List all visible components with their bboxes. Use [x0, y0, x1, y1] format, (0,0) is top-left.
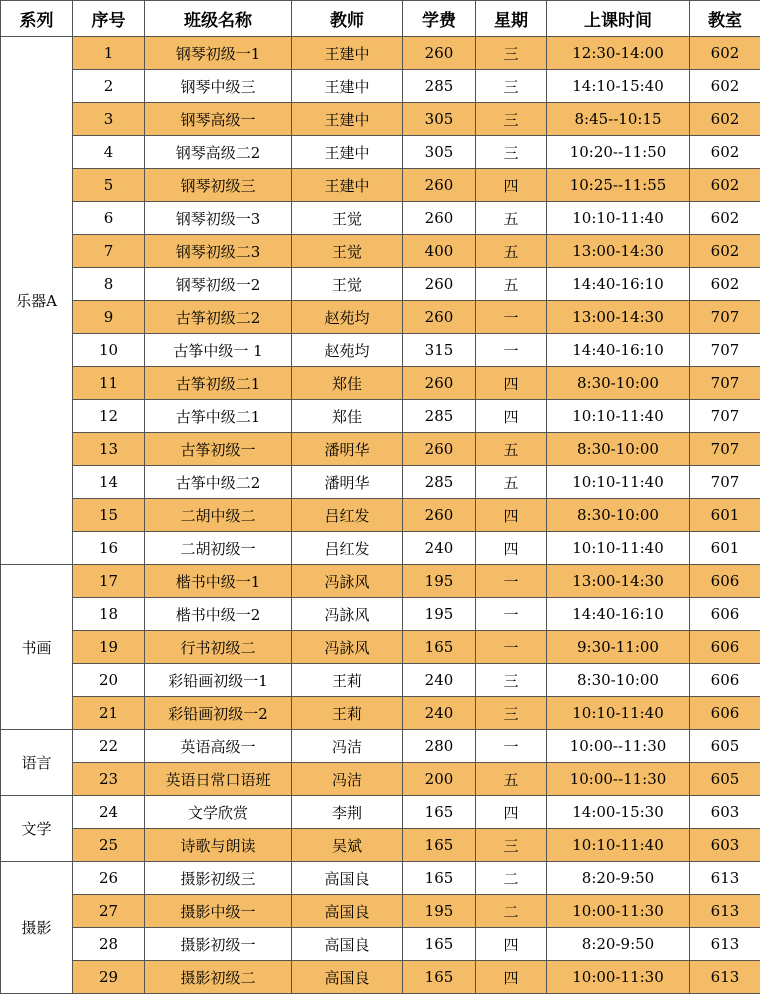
header-department: 系列 — [1, 1, 73, 37]
cell-class-name: 古筝中级二2 — [145, 466, 292, 499]
header-class-time: 上课时间 — [547, 1, 690, 37]
cell-fee: 240 — [403, 664, 476, 697]
cell-class-name: 行书初级二 — [145, 631, 292, 664]
table-row — [1, 796, 760, 829]
cell-teacher: 潘明华 — [292, 466, 403, 499]
cell-fee: 305 — [403, 103, 476, 136]
department-cell: 书画 — [1, 565, 73, 730]
cell-weekday: 一 — [476, 631, 547, 664]
cell-room: 606 — [690, 565, 760, 598]
cell-number: 9 — [73, 301, 145, 334]
cell-number: 8 — [73, 268, 145, 301]
cell-weekday: 三 — [476, 697, 547, 730]
cell-class-name: 钢琴高级二2 — [145, 136, 292, 169]
table-row — [1, 169, 760, 202]
department-cell: 文学 — [1, 796, 73, 862]
cell-class-time: 10:00-11:30 — [547, 895, 690, 928]
cell-room: 707 — [690, 301, 760, 334]
cell-fee: 165 — [403, 796, 476, 829]
cell-room: 602 — [690, 37, 760, 70]
cell-number: 20 — [73, 664, 145, 697]
cell-class-name: 英语日常口语班 — [145, 763, 292, 796]
cell-teacher: 郑佳 — [292, 400, 403, 433]
cell-class-time: 14:40-16:10 — [547, 598, 690, 631]
cell-teacher: 高国良 — [292, 862, 403, 895]
cell-class-time: 10:10-11:40 — [547, 697, 690, 730]
cell-class-name: 钢琴中级三 — [145, 70, 292, 103]
cell-weekday: 一 — [476, 301, 547, 334]
cell-fee: 285 — [403, 466, 476, 499]
cell-room: 602 — [690, 103, 760, 136]
cell-fee: 315 — [403, 334, 476, 367]
cell-weekday: 三 — [476, 70, 547, 103]
cell-class-name: 摄影初级三 — [145, 862, 292, 895]
cell-room: 605 — [690, 763, 760, 796]
cell-class-time: 8:30-10:00 — [547, 433, 690, 466]
cell-class-time: 14:10-15:40 — [547, 70, 690, 103]
cell-weekday: 一 — [476, 598, 547, 631]
cell-weekday: 五 — [476, 466, 547, 499]
cell-class-name: 钢琴高级一 — [145, 103, 292, 136]
cell-fee: 240 — [403, 697, 476, 730]
table-row — [1, 730, 760, 763]
cell-weekday: 五 — [476, 433, 547, 466]
cell-class-time: 13:00-14:30 — [547, 565, 690, 598]
cell-fee: 260 — [403, 301, 476, 334]
cell-class-time: 12:30-14:00 — [547, 37, 690, 70]
cell-weekday: 一 — [476, 565, 547, 598]
header-teacher: 教师 — [292, 1, 403, 37]
cell-weekday: 三 — [476, 103, 547, 136]
cell-number: 5 — [73, 169, 145, 202]
table-row — [1, 70, 760, 103]
cell-room: 613 — [690, 928, 760, 961]
cell-room: 602 — [690, 268, 760, 301]
cell-weekday: 二 — [476, 895, 547, 928]
table-row — [1, 565, 760, 598]
table-row — [1, 928, 760, 961]
cell-fee: 195 — [403, 565, 476, 598]
cell-class-name: 二胡中级二 — [145, 499, 292, 532]
cell-class-time: 8:20-9:50 — [547, 928, 690, 961]
cell-weekday: 四 — [476, 532, 547, 565]
cell-teacher: 冯洁 — [292, 730, 403, 763]
cell-weekday: 五 — [476, 763, 547, 796]
cell-teacher: 赵苑均 — [292, 334, 403, 367]
cell-number: 10 — [73, 334, 145, 367]
cell-class-name: 诗歌与朗读 — [145, 829, 292, 862]
cell-room: 603 — [690, 829, 760, 862]
cell-teacher: 王建中 — [292, 103, 403, 136]
cell-teacher: 王建中 — [292, 136, 403, 169]
cell-class-name: 文学欣赏 — [145, 796, 292, 829]
cell-weekday: 五 — [476, 235, 547, 268]
table-row — [1, 697, 760, 730]
table-row — [1, 466, 760, 499]
table-row — [1, 136, 760, 169]
cell-number: 2 — [73, 70, 145, 103]
header-weekday: 星期 — [476, 1, 547, 37]
table-row — [1, 895, 760, 928]
table-row — [1, 235, 760, 268]
cell-number: 4 — [73, 136, 145, 169]
cell-weekday: 五 — [476, 268, 547, 301]
cell-teacher: 王莉 — [292, 664, 403, 697]
cell-fee: 260 — [403, 37, 476, 70]
cell-class-name: 古筝初级一 — [145, 433, 292, 466]
cell-class-time: 14:40-16:10 — [547, 334, 690, 367]
cell-class-name: 古筝初级二2 — [145, 301, 292, 334]
cell-weekday: 四 — [476, 499, 547, 532]
table-row — [1, 367, 760, 400]
cell-weekday: 五 — [476, 202, 547, 235]
cell-class-time: 13:00-14:30 — [547, 301, 690, 334]
table-row — [1, 202, 760, 235]
cell-fee: 285 — [403, 70, 476, 103]
cell-number: 23 — [73, 763, 145, 796]
cell-weekday: 一 — [476, 334, 547, 367]
cell-class-time: 8:20-9:50 — [547, 862, 690, 895]
cell-class-name: 彩铅画初级一1 — [145, 664, 292, 697]
cell-number: 27 — [73, 895, 145, 928]
cell-teacher: 王觉 — [292, 202, 403, 235]
cell-room: 606 — [690, 631, 760, 664]
cell-fee: 305 — [403, 136, 476, 169]
cell-number: 16 — [73, 532, 145, 565]
cell-teacher: 赵苑均 — [292, 301, 403, 334]
cell-number: 6 — [73, 202, 145, 235]
cell-class-name: 钢琴初级一2 — [145, 268, 292, 301]
cell-fee: 285 — [403, 400, 476, 433]
cell-class-name: 钢琴初级二3 — [145, 235, 292, 268]
cell-fee: 260 — [403, 367, 476, 400]
cell-number: 3 — [73, 103, 145, 136]
cell-number: 18 — [73, 598, 145, 631]
cell-teacher: 王觉 — [292, 235, 403, 268]
cell-weekday: 四 — [476, 961, 547, 994]
table-header — [1, 1, 760, 37]
cell-class-time: 8:45--10:15 — [547, 103, 690, 136]
cell-class-name: 二胡初级一 — [145, 532, 292, 565]
cell-class-name: 彩铅画初级一2 — [145, 697, 292, 730]
cell-class-name: 摄影初级二 — [145, 961, 292, 994]
cell-number: 7 — [73, 235, 145, 268]
table-row — [1, 301, 760, 334]
cell-teacher: 高国良 — [292, 895, 403, 928]
cell-fee: 165 — [403, 862, 476, 895]
cell-room: 707 — [690, 367, 760, 400]
cell-teacher: 吕红发 — [292, 532, 403, 565]
cell-fee: 240 — [403, 532, 476, 565]
cell-fee: 260 — [403, 433, 476, 466]
cell-room: 601 — [690, 532, 760, 565]
cell-number: 11 — [73, 367, 145, 400]
table-row — [1, 829, 760, 862]
table-row — [1, 268, 760, 301]
cell-class-time: 14:40-16:10 — [547, 268, 690, 301]
table-row — [1, 103, 760, 136]
cell-teacher: 李荆 — [292, 796, 403, 829]
cell-number: 19 — [73, 631, 145, 664]
table-row — [1, 598, 760, 631]
cell-class-time: 8:30-10:00 — [547, 664, 690, 697]
cell-teacher: 高国良 — [292, 928, 403, 961]
header-fee: 学费 — [403, 1, 476, 37]
cell-class-name: 钢琴初级一3 — [145, 202, 292, 235]
department-cell: 摄影 — [1, 862, 73, 994]
cell-room: 602 — [690, 235, 760, 268]
table-row — [1, 532, 760, 565]
cell-weekday: 三 — [476, 664, 547, 697]
header-class-name: 班级名称 — [145, 1, 292, 37]
cell-fee: 260 — [403, 499, 476, 532]
header-number: 序号 — [73, 1, 145, 37]
cell-teacher: 王建中 — [292, 169, 403, 202]
cell-room: 613 — [690, 895, 760, 928]
cell-weekday: 四 — [476, 367, 547, 400]
cell-fee: 165 — [403, 928, 476, 961]
cell-room: 605 — [690, 730, 760, 763]
cell-class-time: 10:10-11:40 — [547, 532, 690, 565]
cell-class-name: 摄影初级一 — [145, 928, 292, 961]
cell-class-time: 8:30-10:00 — [547, 499, 690, 532]
cell-teacher: 冯詠风 — [292, 631, 403, 664]
cell-number: 17 — [73, 565, 145, 598]
cell-number: 15 — [73, 499, 145, 532]
cell-fee: 200 — [403, 763, 476, 796]
cell-fee: 260 — [403, 268, 476, 301]
cell-class-time: 10:10-11:40 — [547, 466, 690, 499]
cell-room: 602 — [690, 202, 760, 235]
cell-number: 29 — [73, 961, 145, 994]
cell-teacher: 郑佳 — [292, 367, 403, 400]
table-row — [1, 400, 760, 433]
cell-class-name: 钢琴初级一1 — [145, 37, 292, 70]
cell-teacher: 冯洁 — [292, 763, 403, 796]
cell-room: 602 — [690, 70, 760, 103]
table-row — [1, 631, 760, 664]
cell-room: 601 — [690, 499, 760, 532]
header-row — [1, 1, 760, 37]
cell-weekday: 三 — [476, 829, 547, 862]
table-body — [1, 37, 760, 994]
cell-number: 26 — [73, 862, 145, 895]
cell-weekday: 二 — [476, 862, 547, 895]
cell-teacher: 潘明华 — [292, 433, 403, 466]
cell-fee: 165 — [403, 829, 476, 862]
cell-weekday: 四 — [476, 400, 547, 433]
cell-fee: 260 — [403, 202, 476, 235]
cell-class-time: 10:00--11:30 — [547, 730, 690, 763]
cell-class-time: 13:00-14:30 — [547, 235, 690, 268]
header-room: 教室 — [690, 1, 760, 37]
cell-weekday: 一 — [476, 730, 547, 763]
cell-teacher: 王觉 — [292, 268, 403, 301]
cell-class-name: 古筝初级二1 — [145, 367, 292, 400]
table-row — [1, 862, 760, 895]
cell-room: 707 — [690, 400, 760, 433]
cell-room: 606 — [690, 664, 760, 697]
cell-fee: 195 — [403, 598, 476, 631]
cell-room: 707 — [690, 334, 760, 367]
table-row — [1, 499, 760, 532]
cell-teacher: 王莉 — [292, 697, 403, 730]
cell-class-time: 10:25--11:55 — [547, 169, 690, 202]
cell-teacher: 高国良 — [292, 961, 403, 994]
table-row — [1, 334, 760, 367]
cell-teacher: 冯詠风 — [292, 565, 403, 598]
cell-class-name: 楷书中级一1 — [145, 565, 292, 598]
cell-fee: 260 — [403, 169, 476, 202]
cell-fee: 165 — [403, 961, 476, 994]
cell-number: 24 — [73, 796, 145, 829]
department-cell: 乐器A — [1, 37, 73, 565]
cell-teacher: 吕红发 — [292, 499, 403, 532]
cell-teacher: 冯詠风 — [292, 598, 403, 631]
department-cell: 语言 — [1, 730, 73, 796]
table-row — [1, 664, 760, 697]
cell-teacher: 吴斌 — [292, 829, 403, 862]
cell-room: 707 — [690, 433, 760, 466]
cell-number: 13 — [73, 433, 145, 466]
cell-fee: 195 — [403, 895, 476, 928]
cell-number: 22 — [73, 730, 145, 763]
table-row — [1, 37, 760, 70]
cell-room: 707 — [690, 466, 760, 499]
cell-room: 613 — [690, 961, 760, 994]
cell-number: 25 — [73, 829, 145, 862]
table-row — [1, 433, 760, 466]
cell-fee: 400 — [403, 235, 476, 268]
cell-weekday: 四 — [476, 169, 547, 202]
cell-room: 613 — [690, 862, 760, 895]
cell-room: 606 — [690, 598, 760, 631]
cell-weekday: 三 — [476, 136, 547, 169]
cell-class-name: 英语高级一 — [145, 730, 292, 763]
cell-number: 28 — [73, 928, 145, 961]
cell-room: 606 — [690, 697, 760, 730]
cell-weekday: 四 — [476, 796, 547, 829]
cell-fee: 280 — [403, 730, 476, 763]
cell-teacher: 王建中 — [292, 37, 403, 70]
cell-class-time: 10:10-11:40 — [547, 829, 690, 862]
cell-class-time: 10:20--11:50 — [547, 136, 690, 169]
cell-class-name: 楷书中级一2 — [145, 598, 292, 631]
cell-class-name: 古筝中级一 1 — [145, 334, 292, 367]
cell-class-time: 14:00-15:30 — [547, 796, 690, 829]
cell-weekday: 四 — [476, 928, 547, 961]
cell-class-time: 10:10-11:40 — [547, 400, 690, 433]
cell-room: 602 — [690, 169, 760, 202]
cell-room: 602 — [690, 136, 760, 169]
cell-class-name: 钢琴初级三 — [145, 169, 292, 202]
cell-class-time: 10:00--11:30 — [547, 763, 690, 796]
cell-fee: 165 — [403, 631, 476, 664]
cell-number: 12 — [73, 400, 145, 433]
table-row — [1, 763, 760, 796]
cell-number: 21 — [73, 697, 145, 730]
cell-class-name: 古筝中级二1 — [145, 400, 292, 433]
cell-number: 14 — [73, 466, 145, 499]
cell-weekday: 三 — [476, 37, 547, 70]
cell-class-time: 8:30-10:00 — [547, 367, 690, 400]
cell-class-time: 9:30-11:00 — [547, 631, 690, 664]
table-row — [1, 961, 760, 994]
cell-teacher: 王建中 — [292, 70, 403, 103]
cell-class-name: 摄影中级一 — [145, 895, 292, 928]
cell-number: 1 — [73, 37, 145, 70]
cell-class-time: 10:10-11:40 — [547, 202, 690, 235]
cell-class-time: 10:00-11:30 — [547, 961, 690, 994]
cell-room: 603 — [690, 796, 760, 829]
